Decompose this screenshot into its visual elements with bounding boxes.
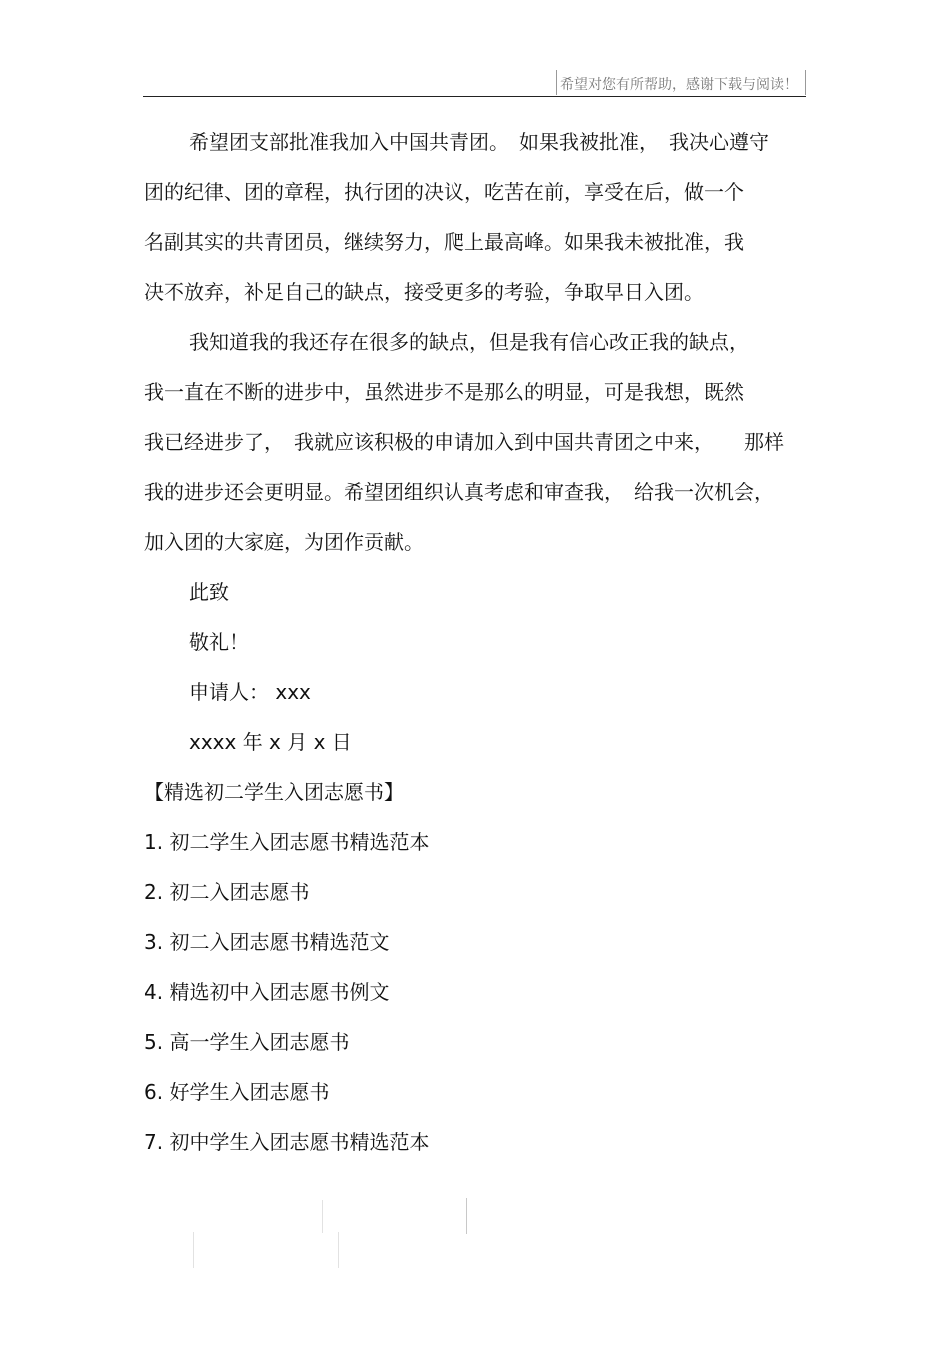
paragraph2-line-5: 加入团的大家庭，为团作贡献。 — [144, 530, 424, 554]
paragraph2-line-1: 我知道我的我还存在很多的缺点，但是我有信心改正我的缺点， — [189, 330, 749, 354]
closing-salutation: 此致 — [189, 580, 229, 604]
related-item[interactable]: 1. 初二学生入团志愿书精选范本 — [144, 830, 430, 854]
paragraph1-line-1: 希望团支部批准我加入中国共青团。 如果我被批准， 我决心遵守 — [189, 130, 769, 154]
faint-divider — [466, 1198, 467, 1234]
header-note: 希望对您有所帮助，感谢下载与阅读！ — [560, 77, 798, 93]
closing-regards: 敬礼！ — [189, 630, 249, 654]
faint-divider — [322, 1200, 323, 1233]
related-item[interactable]: 4. 精选初中入团志愿书例文 — [144, 980, 390, 1004]
paragraph2-line-2: 我一直在不断的进步中，虽然进步不是那么的明显，可是我想，既然 — [144, 380, 744, 404]
paragraph2-line-4: 我的进步还会更明显。希望团组织认真考虑和审查我， 给我一次机会， — [144, 480, 774, 504]
related-item[interactable]: 6. 好学生入团志愿书 — [144, 1080, 330, 1104]
related-item[interactable]: 5. 高一学生入团志愿书 — [144, 1030, 350, 1054]
paragraph2-line-3: 我已经进步了， 我就应该积极的申请加入到中国共青团之中来， 那样 — [144, 430, 784, 454]
paragraph1-line-2: 团的纪律、团的章程，执行团的决议，吃苦在前，享受在后，做一个 — [144, 180, 744, 204]
faint-divider — [193, 1232, 194, 1268]
header-rule — [143, 96, 806, 97]
related-item[interactable]: 3. 初二入团志愿书精选范文 — [144, 930, 390, 954]
faint-divider — [338, 1232, 339, 1268]
closing-applicant: 申请人： xxx — [189, 680, 311, 704]
paragraph1-line-4: 决不放弃，补足自己的缺点，接受更多的考验，争取早日入团。 — [144, 280, 704, 304]
related-heading: 【精选初二学生入团志愿书】 — [144, 780, 404, 804]
paragraph1-line-3: 名副其实的共青团员，继续努力，爬上最高峰。如果我未被批准，我 — [144, 230, 744, 254]
closing-date: xxxx 年 x 月 x 日 — [189, 730, 352, 754]
related-item[interactable]: 2. 初二入团志愿书 — [144, 880, 310, 904]
related-item[interactable]: 7. 初中学生入团志愿书精选范本 — [144, 1130, 430, 1154]
